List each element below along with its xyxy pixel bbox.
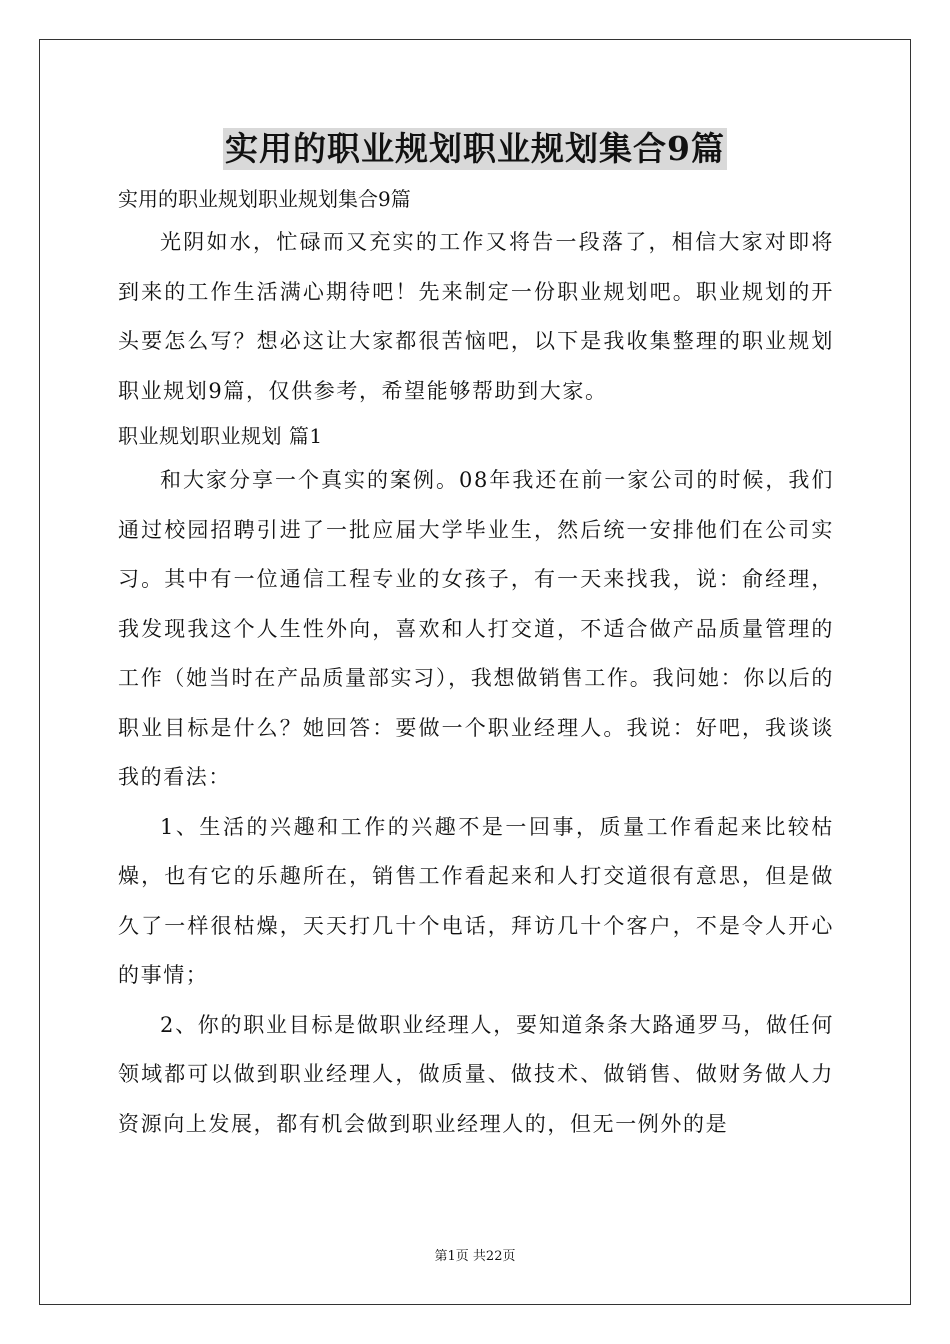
document-body bbox=[118, 180, 834, 1149]
page-footer: 第1页 共22页 bbox=[434, 1249, 516, 1264]
document-subtitle: 实用的职业规划职业规划集合9篇 bbox=[118, 187, 411, 211]
body-paragraph-3: 2、你的职业目标是做职业经理人，要知道条条大路通罗马，做任何领域都可以做到职业经理人，做质量、做技术、做销售、做财务做人力资源向上发展，都有机会做到职业经理人的，但无一例外的是 bbox=[118, 1012, 834, 1136]
title-container bbox=[0, 128, 950, 170]
body-paragraph-2: 1、生活的兴趣和工作的兴趣不是一回事，质量工作看起来比较枯燥，也有它的乐趣所在，销售工作看起来和人打交道很有意思，但是做久了一样很枯燥，天天打几十个电话，拜访几十个客户，不是令人开心的事情； bbox=[118, 814, 834, 987]
intro-paragraph: 光阴如水，忙碌而又充实的工作又将告一段落了，相信大家对即将到来的工作生活满心期待吧！先来制定一份职业规划吧。职业规划的开头要怎么写？想必这让大家都很苦恼吧，以下是我收集整理的职业规划职业规划9篇，仅供参考，希望能够帮助到大家。 bbox=[118, 230, 834, 403]
section-heading: 职业规划职业规划 篇1 bbox=[118, 424, 323, 448]
document-title: 实用的职业规划职业规划集合9篇 bbox=[225, 129, 725, 168]
body-paragraph-1: 和大家分享一个真实的案例。08年我还在前一家公司的时候，我们通过校园招聘引进了一批应届大学毕业生，然后统一安排他们在公司实习。其中有一位通信工程专业的女孩子，有一天来找我，说：俞经理，我发现我这个人生性外向，喜欢和人打交道，不适合做产品质量管理的工作（她当时在产品质量部实习），我想做销售工作。我问她：你以后的职业目标是什么？她回答：要做一个职业经理人。我说：好吧，我谈谈我的看法： bbox=[118, 468, 834, 789]
